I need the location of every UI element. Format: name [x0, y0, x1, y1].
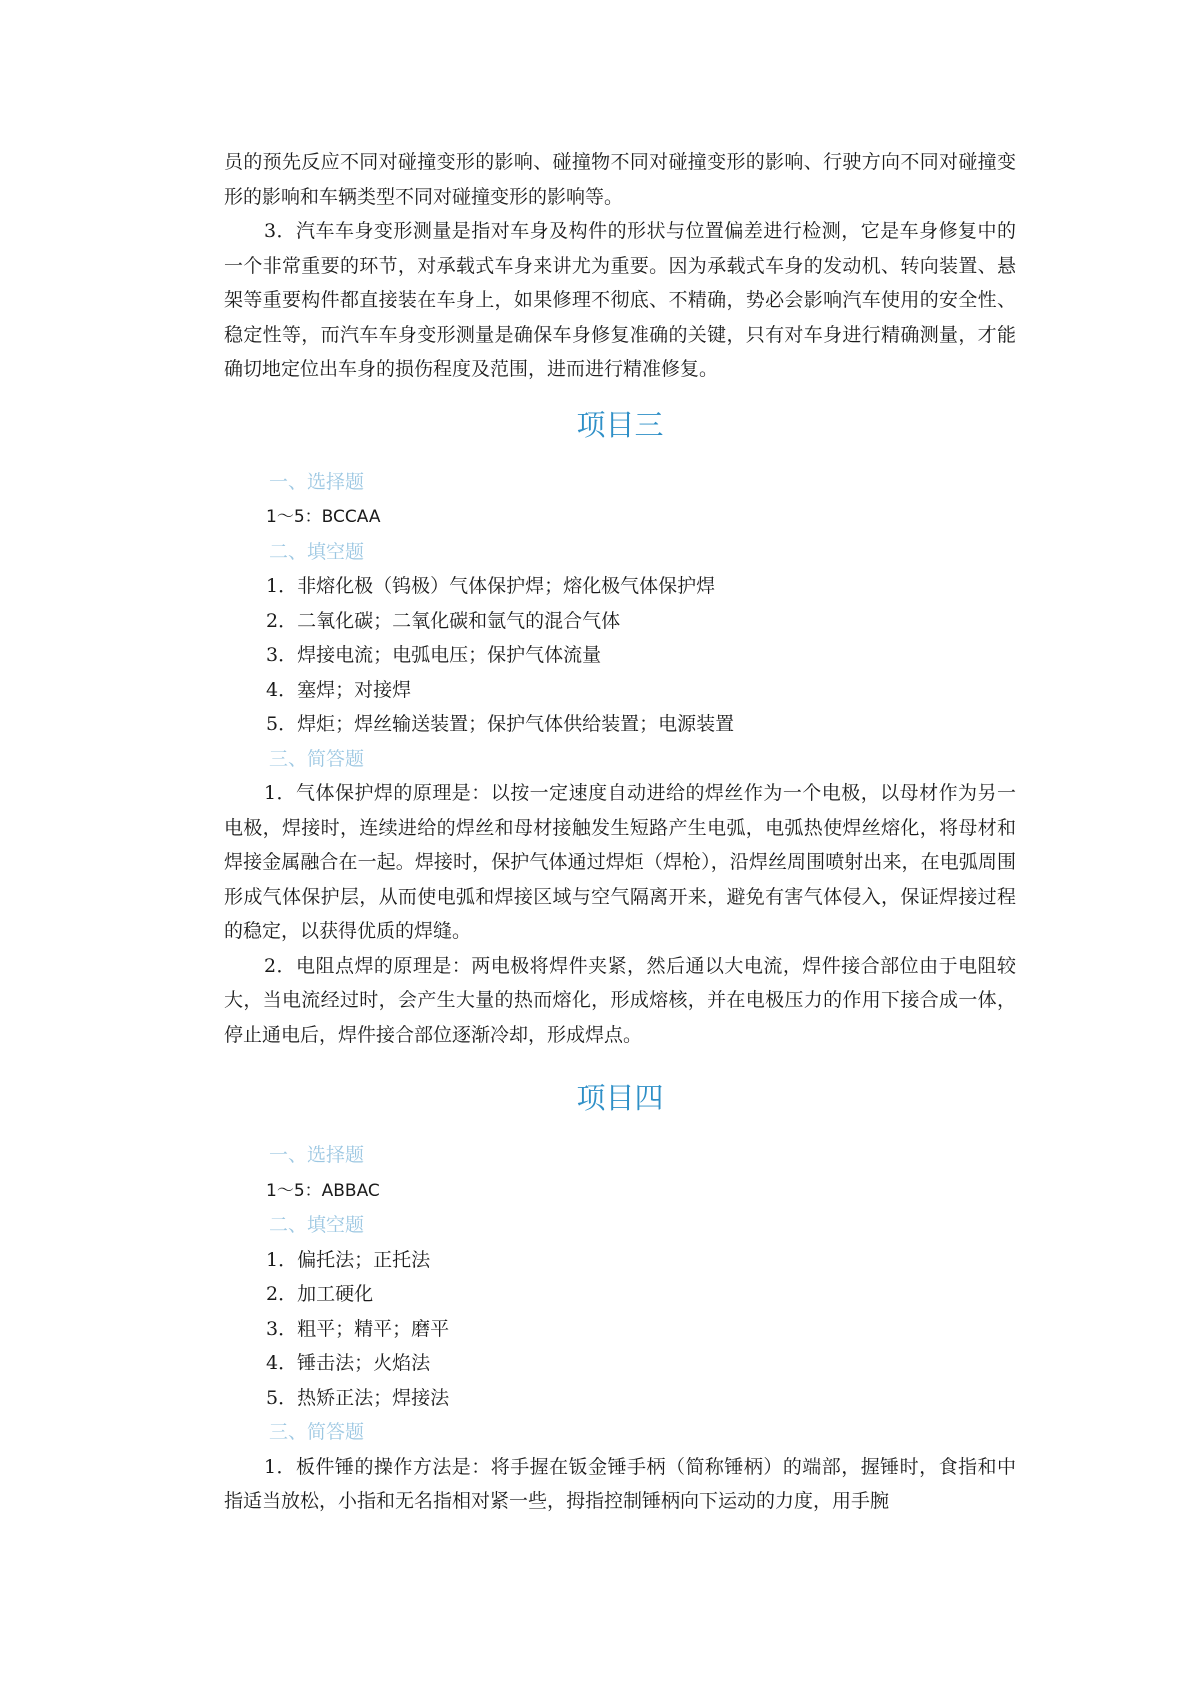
project3-fill-item: 5．焊炬；焊丝输送装置；保护气体供给装置；电源装置 [266, 713, 735, 735]
project4-choice-heading: 一、选择题 [269, 1144, 365, 1166]
project3-fill-item: 3．焊接电流；电弧电压；保护气体流量 [266, 644, 602, 666]
project4-fill-item: 2．加工硬化 [266, 1283, 374, 1305]
document-page [224, 145, 1016, 1519]
intro-continuation: 员的预先反应不同对碰撞变形的影响、碰撞物不同对碰撞变形的影响、行驶方向不同对碰撞变形的影响和车辆类型不同对碰撞变形的影响等。 [224, 151, 1016, 208]
project3-fill-item: 1．非熔化极（钨极）气体保护焊；熔化极气体保护焊 [266, 575, 716, 597]
project4-fill-item: 5．热矫正法；焊接法 [266, 1386, 450, 1409]
project4-fill-item: 4．锤击法；火焰法 [266, 1352, 431, 1374]
project4-choice-answer [224, 1173, 1016, 1209]
project3-short-heading: 三、简答题 [269, 747, 365, 770]
project4-fill-heading: 二、填空题 [269, 1214, 365, 1236]
project4-short-heading: 三、简答题 [269, 1421, 365, 1443]
project3-fill-heading: 二、填空题 [269, 540, 365, 563]
project4-title: 项目四 [576, 1081, 664, 1115]
project3-fill-item: 4．塞焊；对接焊 [266, 678, 412, 701]
project4-fill-item: 1．偏托法；正托法 [266, 1248, 431, 1271]
project4-fill-item: 3．粗平；精平；磨平 [266, 1317, 450, 1340]
project3-choice-heading: 一、选择题 [269, 470, 365, 493]
project3-fill-item: 2．二氧化碳；二氧化碳和氩气的混合气体 [266, 609, 621, 632]
project3-title: 项目三 [576, 407, 664, 442]
project3-short-item: 2．电阻点焊的原理是：两电极将焊件夹紧，然后通以大电流，焊件接合部位由于电阻较大，当电流经过时，会产生大量的热而熔化，形成熔核，并在电极压力的作用下接合成一体，停止通电后，焊件接合部位逐渐冷却，形成焊点。 [224, 954, 1016, 1046]
project4-choice-answer-text: 1～5：ABBAC [266, 1180, 380, 1201]
project4-short-item: 1．板件锤的操作方法是：将手握在钣金锤手柄（简称锤柄）的端部，握锤时，食指和中指适当放松，小指和无名指相对紧一些，拇指控制锤柄向下运动的力度，用手腕 [224, 1455, 1016, 1512]
project3-short-item: 1．气体保护焊的原理是：以按一定速度自动进给的焊丝作为一个电极，以母材作为另一电极，焊接时，连续进给的焊丝和母材接触发生短路产生电弧，电弧热使焊丝熔化，将母材和焊接金属融合在一起。焊接时，保护气体通过焊炬（焊枪），沿焊丝周围喷射出来，在电弧周围形成气体保护层，从而使电弧和焊接区域与空气隔离开来，避免有害气体侵入，保证焊接过程的稳定，以获得优质的焊缝。 [224, 782, 1016, 942]
intro-item-3: 3．汽车车身变形测量是指对车身及构件的形状与位置偏差进行检测，它是车身修复中的一个非常重要的环节，对承载式车身来讲尤为重要。因为承载式车身的发动机、转向装置、悬架等重要构件都直接装在车身上，如果修理不彻底、不精确，势必会影响汽车使用的安全性、稳定性等，而汽车车身变形测量是确保车身修复准确的关键，只有对车身进行精确测量，才能确切地定位出车身的损伤程度及范围，进而进行精准修复。 [224, 220, 1016, 380]
project3-choice-answer [224, 499, 1016, 535]
project3-choice-answer-text: 1～5：BCCAA [266, 507, 381, 527]
